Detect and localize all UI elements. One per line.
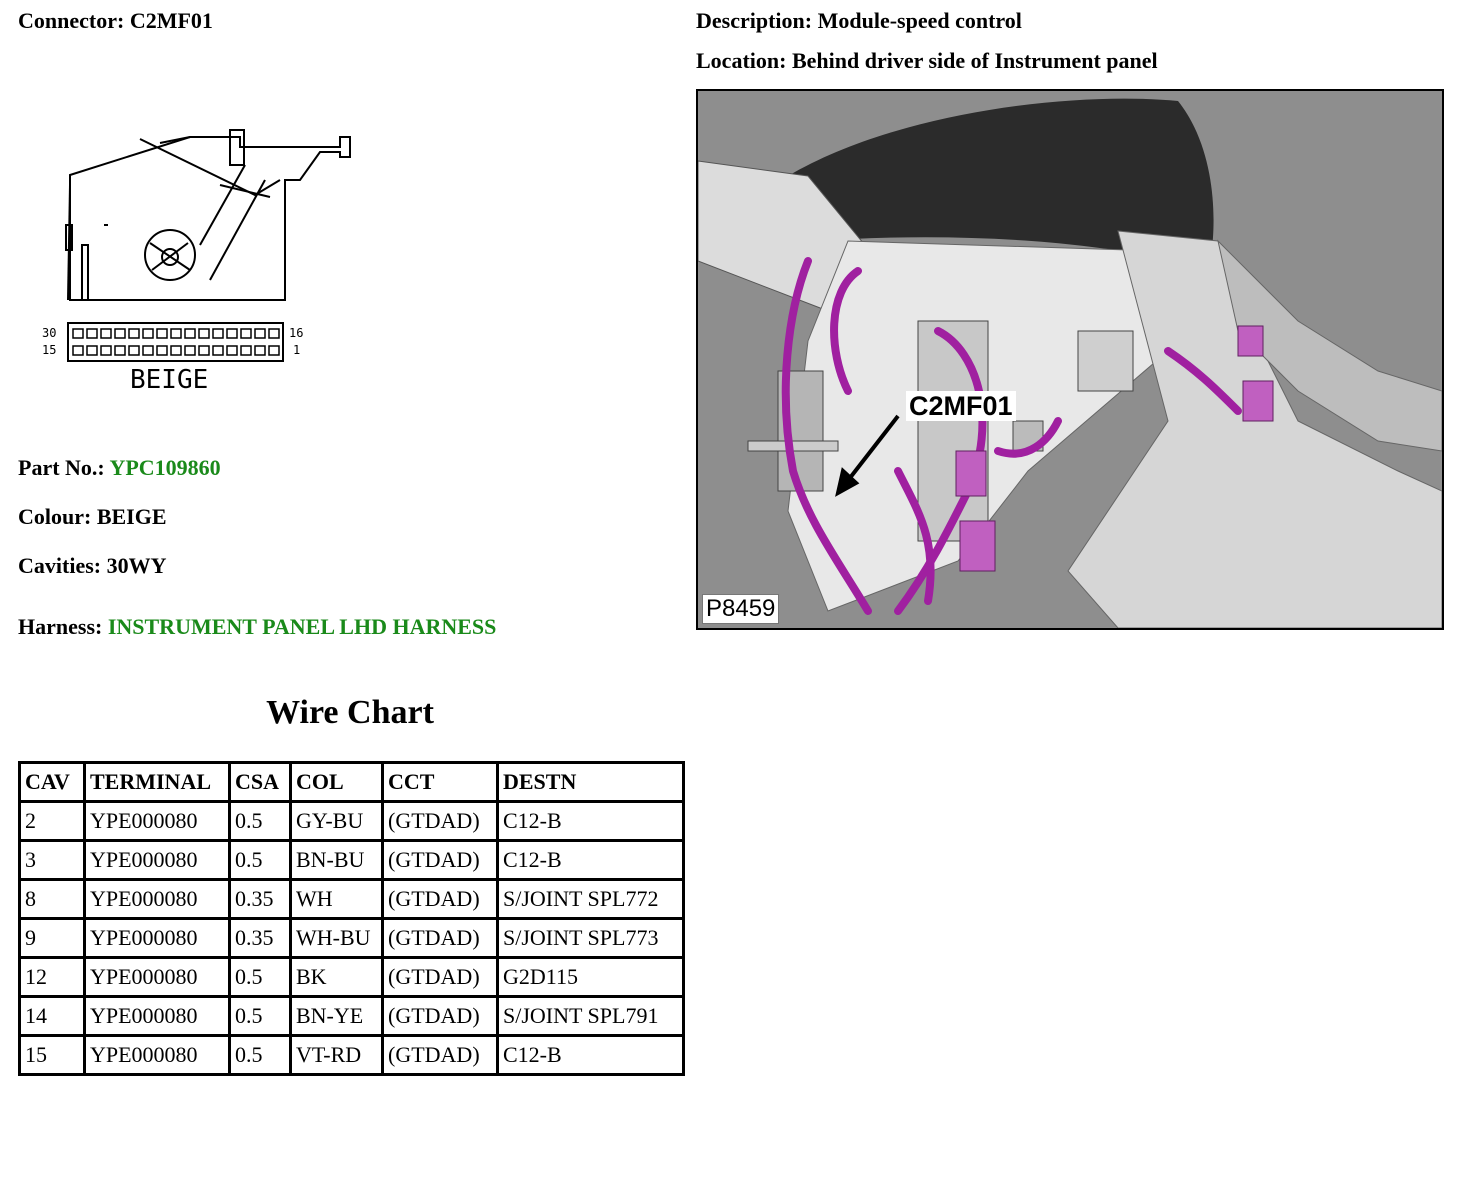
cell-destn: S/JOINT SPL772 (498, 880, 684, 919)
header-csa: CSA (230, 763, 291, 802)
harness-field (18, 614, 496, 640)
cell-csa: 0.5 (230, 1036, 291, 1075)
photo-callout-label: C2MF01 (906, 391, 1016, 421)
table-row (20, 919, 684, 958)
cell-csa: 0.5 (230, 958, 291, 997)
cell-cav: 9 (20, 919, 85, 958)
table-row (20, 880, 684, 919)
cell-col: BK (291, 958, 383, 997)
location-label: Location: (696, 48, 787, 73)
pin-label-top-left: 30 (42, 326, 57, 340)
connector-value: C2MF01 (129, 8, 213, 33)
part-number-link[interactable]: YPC109860 (109, 455, 221, 480)
cell-terminal: YPE000080 (85, 919, 230, 958)
header-col: COL (291, 763, 383, 802)
cell-csa: 0.5 (230, 841, 291, 880)
table-row (20, 1036, 684, 1075)
table-row (20, 802, 684, 841)
cell-cav: 2 (20, 802, 85, 841)
cell-csa: 0.5 (230, 997, 291, 1036)
cell-terminal: YPE000080 (85, 880, 230, 919)
cell-terminal: YPE000080 (85, 841, 230, 880)
cell-destn: G2D115 (498, 958, 684, 997)
cell-destn: C12-B (498, 841, 684, 880)
cell-cav: 14 (20, 997, 85, 1036)
colour-value: BEIGE (96, 504, 167, 529)
photo-reference: P8459 (702, 594, 779, 624)
table-header-row (20, 763, 684, 802)
header-destn: DESTN (498, 763, 684, 802)
photo-illustration (698, 91, 1442, 628)
connector-label: Connector: (18, 8, 125, 33)
cell-cav: 15 (20, 1036, 85, 1075)
cell-cav: 12 (20, 958, 85, 997)
description-label: Description: (696, 8, 813, 33)
cavities-value: 30WY (106, 553, 167, 578)
cell-col: BN-YE (291, 997, 383, 1036)
cell-terminal: YPE000080 (85, 802, 230, 841)
drawing-colour-text: BEIGE (130, 365, 209, 395)
description-field (696, 8, 1022, 34)
wire-chart-table (18, 761, 685, 1076)
cell-cct: (GTDAD) (383, 997, 498, 1036)
cell-cct: (GTDAD) (383, 880, 498, 919)
pin-label-bottom-left: 15 (42, 343, 57, 357)
cell-cav: 3 (20, 841, 85, 880)
cavities-label: Cavities: (18, 553, 102, 578)
location-photo (696, 89, 1444, 630)
cell-destn: C12-B (498, 1036, 684, 1075)
location-value: Behind driver side of Instrument panel (791, 48, 1158, 73)
part-number-field (18, 455, 221, 481)
header-cav: CAV (20, 763, 85, 802)
harness-link[interactable]: INSTRUMENT PANEL LHD HARNESS (107, 614, 497, 639)
cavities-field (18, 553, 166, 579)
cell-csa: 0.5 (230, 802, 291, 841)
cell-col: WH-BU (291, 919, 383, 958)
colour-label: Colour: (18, 504, 92, 529)
cell-col: GY-BU (291, 802, 383, 841)
cell-col: VT-RD (291, 1036, 383, 1075)
pin-label-bottom-right: 1 (293, 343, 301, 357)
cell-cct: (GTDAD) (383, 919, 498, 958)
pin-label-top-right: 16 (289, 326, 304, 340)
cell-csa: 0.35 (230, 880, 291, 919)
cell-col: WH (291, 880, 383, 919)
description-value: Module-speed control (817, 8, 1022, 33)
table-row (20, 841, 684, 880)
table-row (20, 958, 684, 997)
header-cct: CCT (383, 763, 498, 802)
harness-label: Harness: (18, 614, 103, 639)
location-field (696, 48, 1158, 74)
connector-drawing (40, 125, 370, 400)
cell-destn: C12-B (498, 802, 684, 841)
cell-cct: (GTDAD) (383, 841, 498, 880)
connector-field (18, 8, 213, 34)
cell-cct: (GTDAD) (383, 1036, 498, 1075)
cell-cct: (GTDAD) (383, 802, 498, 841)
cell-terminal: YPE000080 (85, 1036, 230, 1075)
part-number-label: Part No.: (18, 455, 105, 480)
colour-field (18, 504, 167, 530)
header-terminal: TERMINAL (85, 763, 230, 802)
cell-destn: S/JOINT SPL773 (498, 919, 684, 958)
cell-col: BN-BU (291, 841, 383, 880)
cell-terminal: YPE000080 (85, 997, 230, 1036)
wire-chart-title: Wire Chart (266, 694, 434, 731)
cell-cct: (GTDAD) (383, 958, 498, 997)
cell-destn: S/JOINT SPL791 (498, 997, 684, 1036)
cell-csa: 0.35 (230, 919, 291, 958)
cell-cav: 8 (20, 880, 85, 919)
table-row (20, 997, 684, 1036)
cell-terminal: YPE000080 (85, 958, 230, 997)
